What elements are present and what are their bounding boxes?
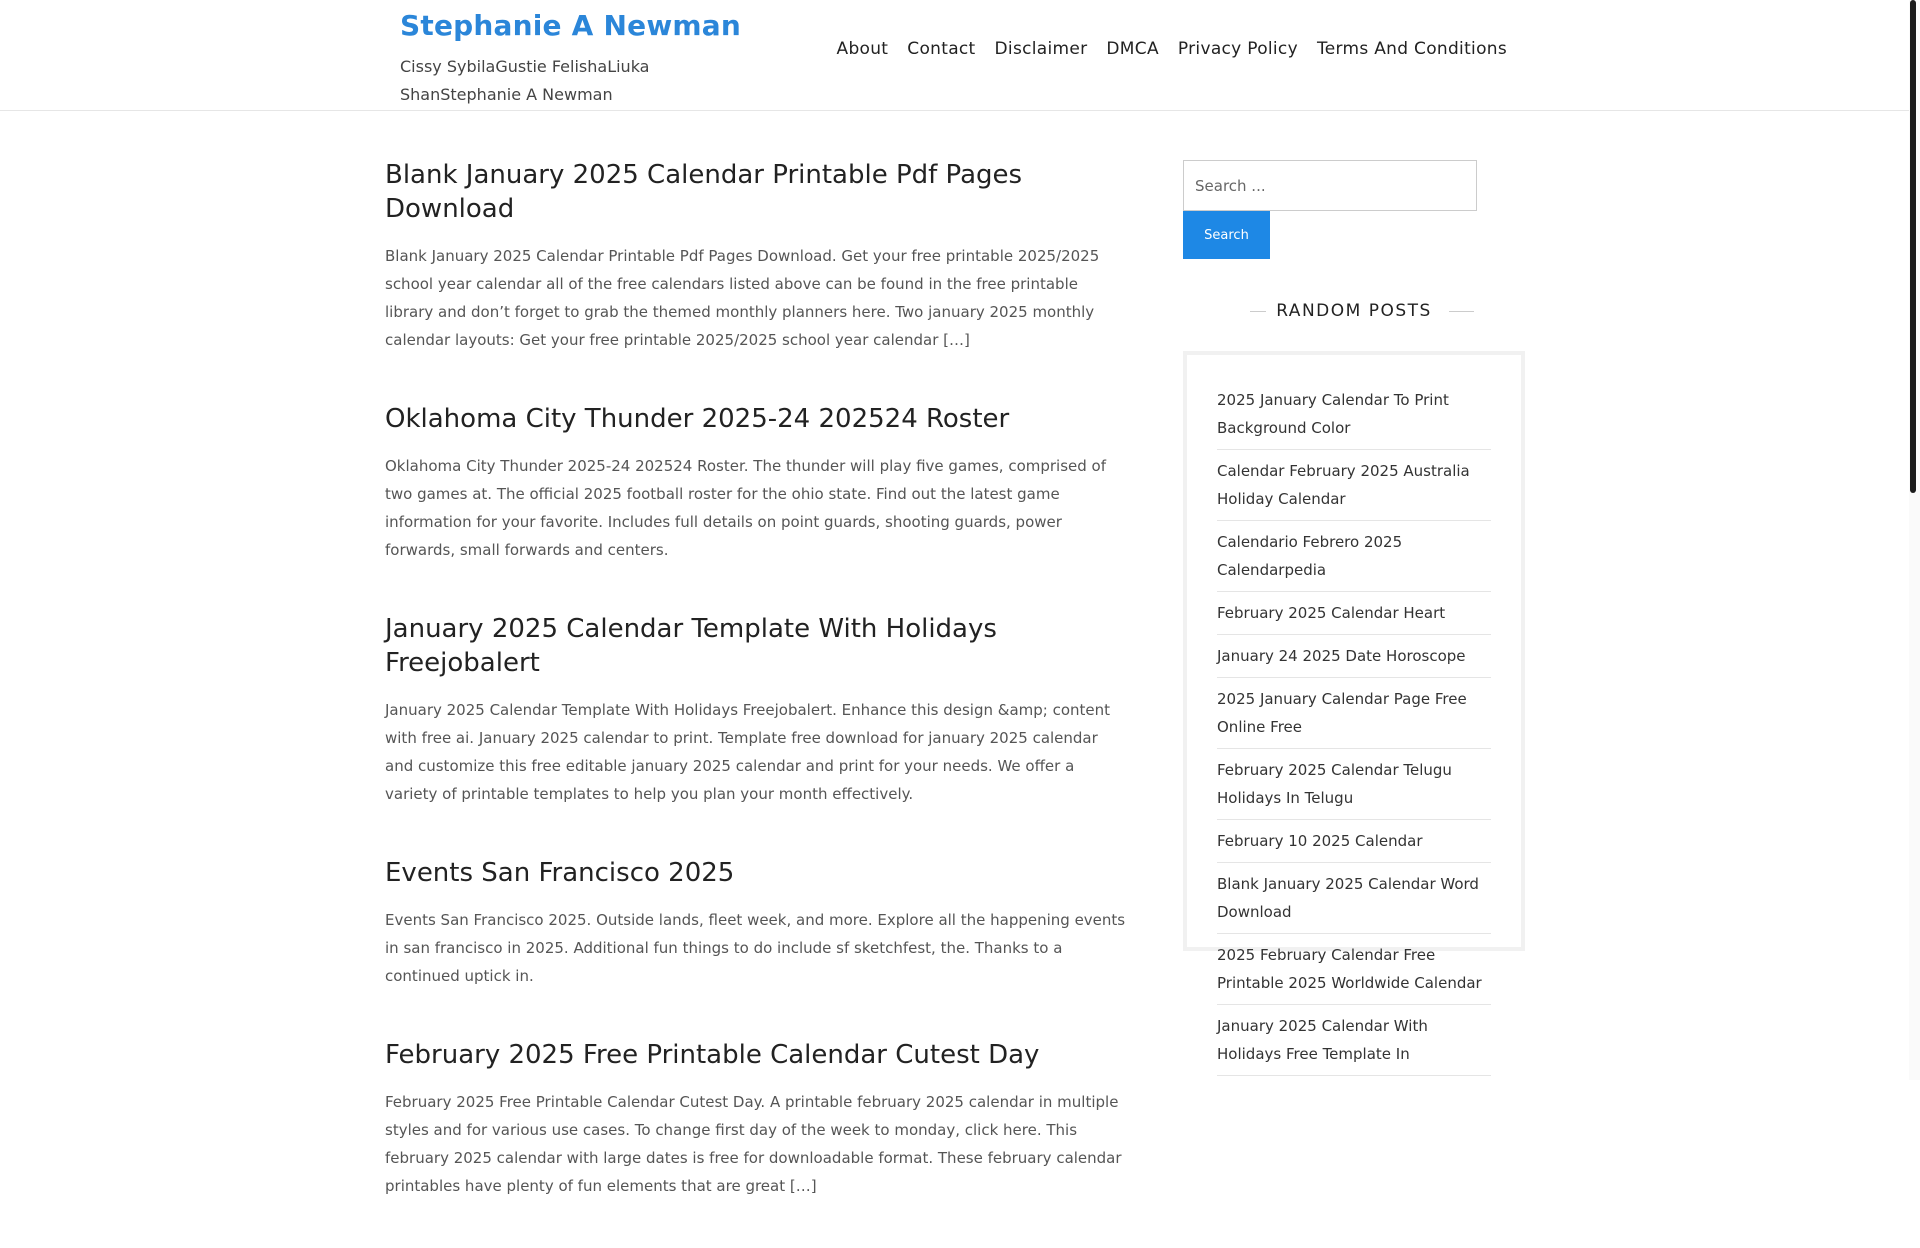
random-post-link[interactable]: 2025 January Calendar Page Free Online Free bbox=[1217, 678, 1491, 749]
search-button[interactable]: Search bbox=[1183, 211, 1270, 259]
nav-privacy-policy[interactable]: Privacy Policy bbox=[1177, 39, 1298, 59]
search-input[interactable] bbox=[1183, 160, 1477, 211]
post-item bbox=[385, 612, 1130, 808]
nav-disclaimer[interactable]: Disclaimer bbox=[994, 39, 1088, 59]
nav-terms-and-conditions[interactable]: Terms And Conditions bbox=[1316, 39, 1507, 59]
post-excerpt: January 2025 Calendar Template With Holidays Freejobalert. Enhance this design &amp; content with free ai. January 2025 calendar to print. Template free download for january 2025 calendar and customize this free editable january 2025 calendar and print for your needs. We offer a variety of printable templates to help you plan your month effectively. bbox=[385, 701, 1111, 803]
post-excerpt: Blank January 2025 Calendar Printable Pdf Pages Download. Get your free printable 2025/2025 school year calendar all of the free calendars listed above can be found in the free printable library and don’t forget to grab the themed monthly planners here. Two january 2025 monthly calendar layouts: Get your free printable 2025/2025 school year calendar […] bbox=[385, 247, 1100, 349]
random-posts-title: RANDOM POSTS bbox=[1266, 299, 1442, 323]
site-title-link[interactable]: Stephanie A Newman bbox=[400, 9, 741, 42]
random-post-link[interactable]: Blank January 2025 Calendar Word Download bbox=[1217, 863, 1491, 934]
post-title-link[interactable]: Oklahoma City Thunder 2025-24 202524 Roster bbox=[385, 404, 1010, 434]
site-header bbox=[0, 0, 1909, 111]
random-post-link[interactable]: Calendar February 2025 Australia Holiday Calendar bbox=[1217, 450, 1491, 521]
post-excerpt: Oklahoma City Thunder 2025-24 202524 Roster. The thunder will play five games, comprised of two games at. The official 2025 football roster for the ohio state. Find out the latest game information for your favorite. Includes full details on point guards, shooting guards, power forwards, small forwards and centers. bbox=[385, 457, 1107, 559]
search-form bbox=[1183, 160, 1525, 259]
post-title-link[interactable]: January 2025 Calendar Template With Holidays Freejobalert bbox=[385, 614, 997, 678]
primary-nav bbox=[818, 37, 1507, 61]
post-item bbox=[385, 402, 1130, 564]
post-title-link[interactable]: Blank January 2025 Calendar Printable Pdf Pages Download bbox=[385, 160, 1023, 224]
post-title-link[interactable]: Events San Francisco 2025 bbox=[385, 858, 735, 888]
random-post-link[interactable]: February 2025 Calendar Heart bbox=[1217, 592, 1491, 635]
site-description: Cissy SybilaGustie FelishaLiuka ShanStephanie A Newman bbox=[400, 57, 650, 104]
random-post-link[interactable]: 2025 January Calendar To Print Background Color bbox=[1217, 379, 1491, 450]
random-post-link[interactable]: February 10 2025 Calendar bbox=[1217, 820, 1491, 863]
random-posts-heading bbox=[1183, 299, 1525, 323]
post-list bbox=[385, 158, 1130, 1248]
post-excerpt: Events San Francisco 2025. Outside lands, fleet week, and more. Explore all the happening events in san francisco in 2025. Additional fun things to do include sf sketchfest, the. Thanks to a continued uptick in. bbox=[385, 911, 1126, 985]
page-scrollbar[interactable] bbox=[1909, 0, 1920, 1080]
post-title-link[interactable]: February 2025 Free Printable Calendar Cutest Day bbox=[385, 1040, 1040, 1070]
random-post-link[interactable]: February 2025 Calendar Telugu Holidays In Telugu bbox=[1217, 749, 1491, 820]
nav-dmca[interactable]: DMCA bbox=[1106, 39, 1159, 59]
heading-divider-right bbox=[1449, 311, 1474, 312]
random-posts-list bbox=[1183, 351, 1525, 1063]
random-post-link[interactable]: January 24 2025 Date Horoscope bbox=[1217, 635, 1491, 678]
nav-contact[interactable]: Contact bbox=[907, 39, 976, 59]
random-post-link[interactable]: 2025 February Calendar Free Printable 2025 Worldwide Calendar bbox=[1217, 934, 1491, 1005]
post-item bbox=[385, 1038, 1130, 1200]
branding bbox=[400, 8, 760, 109]
sidebar bbox=[1183, 160, 1525, 1063]
random-post-link[interactable]: January 2025 Calendar With Holidays Free Template In bbox=[1217, 1005, 1491, 1076]
scrollbar-thumb[interactable] bbox=[1910, 0, 1916, 493]
random-post-link[interactable]: Calendario Febrero 2025 Calendarpedia bbox=[1217, 521, 1491, 592]
post-item bbox=[385, 158, 1130, 354]
post-excerpt: February 2025 Free Printable Calendar Cutest Day. A printable february 2025 calendar in multiple styles and for various use cases. To change first day of the week to monday, click here. This february 2025 calendar with large dates is free for downloadable format. These february calendar printables have plenty of fun elements that are great […] bbox=[385, 1093, 1122, 1195]
post-item bbox=[385, 856, 1130, 990]
nav-about[interactable]: About bbox=[836, 39, 889, 59]
